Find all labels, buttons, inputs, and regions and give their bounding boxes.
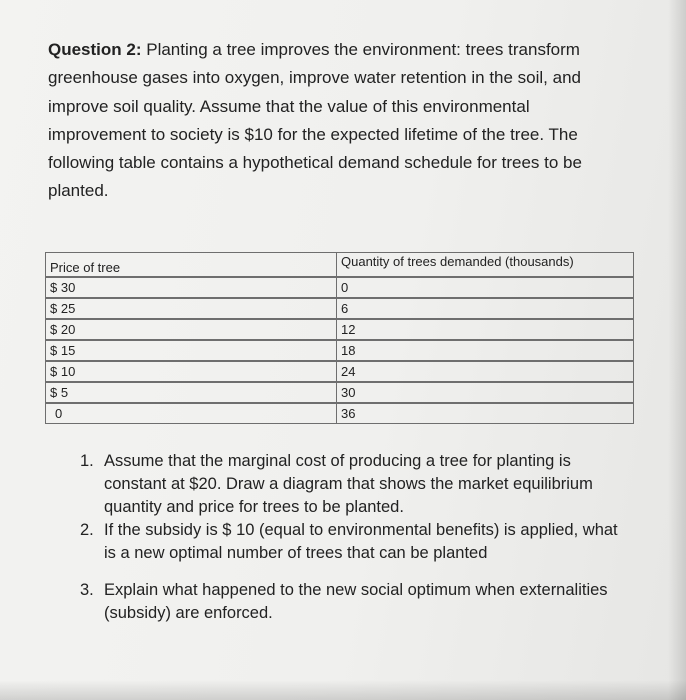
table-row <box>46 319 634 340</box>
table-row <box>46 340 634 361</box>
list-item <box>80 579 620 625</box>
quantity-cell: 24 <box>337 361 634 382</box>
price-cell: $ 25 <box>46 298 337 319</box>
price-cell: $ 5 <box>46 382 337 403</box>
table-row <box>46 298 634 319</box>
question-label: Question 2: <box>48 40 142 59</box>
price-cell: $ 10 <box>46 361 337 382</box>
quantity-cell: 36 <box>337 403 634 424</box>
quantity-cell: 12 <box>337 319 634 340</box>
item-text: Assume that the marginal cost of producing a tree for planting is constant at $20. Draw a diagram that shows the market equilibrium quantity and price for trees to be planted. <box>104 452 593 516</box>
price-column-header: Price of tree <box>46 253 337 278</box>
page-bottom-shadow <box>0 680 686 700</box>
quantity-cell: 0 <box>337 277 634 298</box>
item-number: 2. <box>80 521 94 539</box>
quantity-cell: 18 <box>337 340 634 361</box>
item-number: 3. <box>80 581 94 599</box>
item-number: 1. <box>80 452 94 470</box>
question-paragraph <box>48 36 628 206</box>
sub-question-list <box>80 450 620 625</box>
page-edge-shadow <box>668 0 686 700</box>
quantity-cell: 6 <box>337 298 634 319</box>
item-text: If the subsidy is $ 10 (equal to environmental benefits) is applied, what is a new optimal number of trees that can be planted <box>104 521 618 562</box>
table-row <box>46 403 634 424</box>
table-row <box>46 361 634 382</box>
price-cell: $ 20 <box>46 319 337 340</box>
price-cell: 0 <box>46 403 337 424</box>
price-cell: $ 30 <box>46 277 337 298</box>
list-item <box>80 519 620 565</box>
table-row <box>46 382 634 403</box>
question-text: Planting a tree improves the environment: trees transform greenhouse gases into oxygen, improve water retention in the soil, and improve soil quality. Assume that the value of this environmental improvement to society is $10 for the expected lifetime of the tree. The following table contains a hypothetical demand schedule for trees to be planted. <box>48 40 582 201</box>
price-cell: $ 15 <box>46 340 337 361</box>
table-row <box>46 277 634 298</box>
table-header-row <box>46 253 634 278</box>
list-item <box>80 450 620 519</box>
quantity-column-header: Quantity of trees demanded (thousands) <box>337 253 634 278</box>
quantity-cell: 30 <box>337 382 634 403</box>
demand-schedule-table <box>45 252 634 424</box>
item-text: Explain what happened to the new social optimum when externalities (subsidy) are enforced. <box>104 581 608 622</box>
